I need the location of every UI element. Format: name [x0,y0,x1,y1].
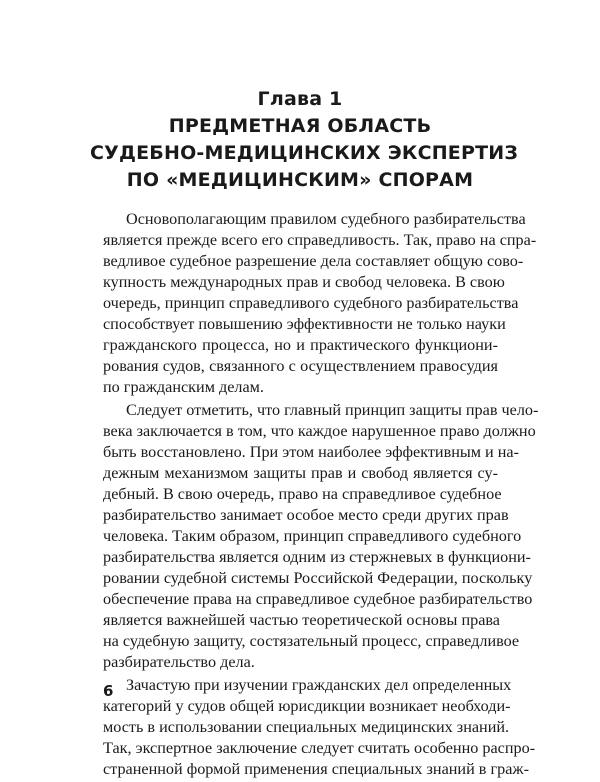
text-line: разбирательства является одним из стержневых в функциони- [103,548,531,566]
text-line: гражданского процесса, но и практического функциони- [103,336,498,354]
chapter-title-line: ПО «МЕДИЦИНСКИМ» СПОРАМ [126,169,474,191]
chapter-heading [90,86,519,194]
text-line: века заключается в том, что каждое нарушенное право должно [103,422,536,440]
text-line: Следует отметить, что главный принцип защиты прав чело- [126,401,539,419]
text-line: на судебную защиту, состязательный процесс, справедливое [103,632,520,650]
body-text [103,209,539,782]
text-line: рования судов, связанного с осуществлением правосудия [103,357,498,375]
text-line: по гражданским делам. [103,378,264,396]
chapter-title-line: СУДЕБНО-МЕДИЦИНСКИХ ЭКСПЕРТИЗ [90,142,519,164]
text-line: Основополагающим правилом судебного разбирательства [126,210,526,228]
text-line: быть восстановлено. При этом наиболее эффективным и на- [103,443,519,461]
text-line: является прежде всего его справедливость. Так, право на спра- [103,231,537,249]
chapter-number: Глава 1 [257,88,343,110]
text-line: Так, экспертное заключение следует считать особенно распро- [103,739,536,757]
text-line: является важнейшей частью теоретической основы права [103,611,500,629]
page-number: 6 [103,682,114,700]
paragraph [103,400,539,673]
text-line: разбирательство занимает особое место среди других прав [103,506,509,524]
text-line: дежным механизмом защиты прав и свобод является су- [103,464,498,482]
text-line: обеспечение права на справедливое судебное разбирательство [103,590,533,608]
text-line: Зачастую при изучении гражданских дел определенных [126,676,512,694]
text-line: дебный. В свою очередь, право на справедливое судебное [103,485,502,503]
text-line: человека. Таким образом, принцип справедливого судебного [103,527,522,545]
paragraph [103,209,537,398]
text-line: очередь, принцип справедливого судебного разбирательства [103,294,519,312]
text-line: ведливое судебное разрешение дела составляет общую сово- [103,252,524,270]
text-line: купность международных прав и свобод человека. В свою [103,273,505,291]
text-line: способствует повышению эффективности не только науки [103,315,506,333]
chapter-title-line: ПРЕДМЕТНАЯ ОБЛАСТЬ [168,115,432,137]
text-line: ровании судебной системы Российской Федерации, поскольку [103,569,533,587]
text-line: разбирательство дела. [103,653,255,671]
text-line: страненной формой применения специальных знаний в граж- [103,760,529,778]
text-line: мость в использовании специальных медицинских знаний. [103,718,510,736]
text-line: категорий у судов общей юрисдикции возникает необходи- [103,697,511,715]
paragraph [103,675,536,780]
